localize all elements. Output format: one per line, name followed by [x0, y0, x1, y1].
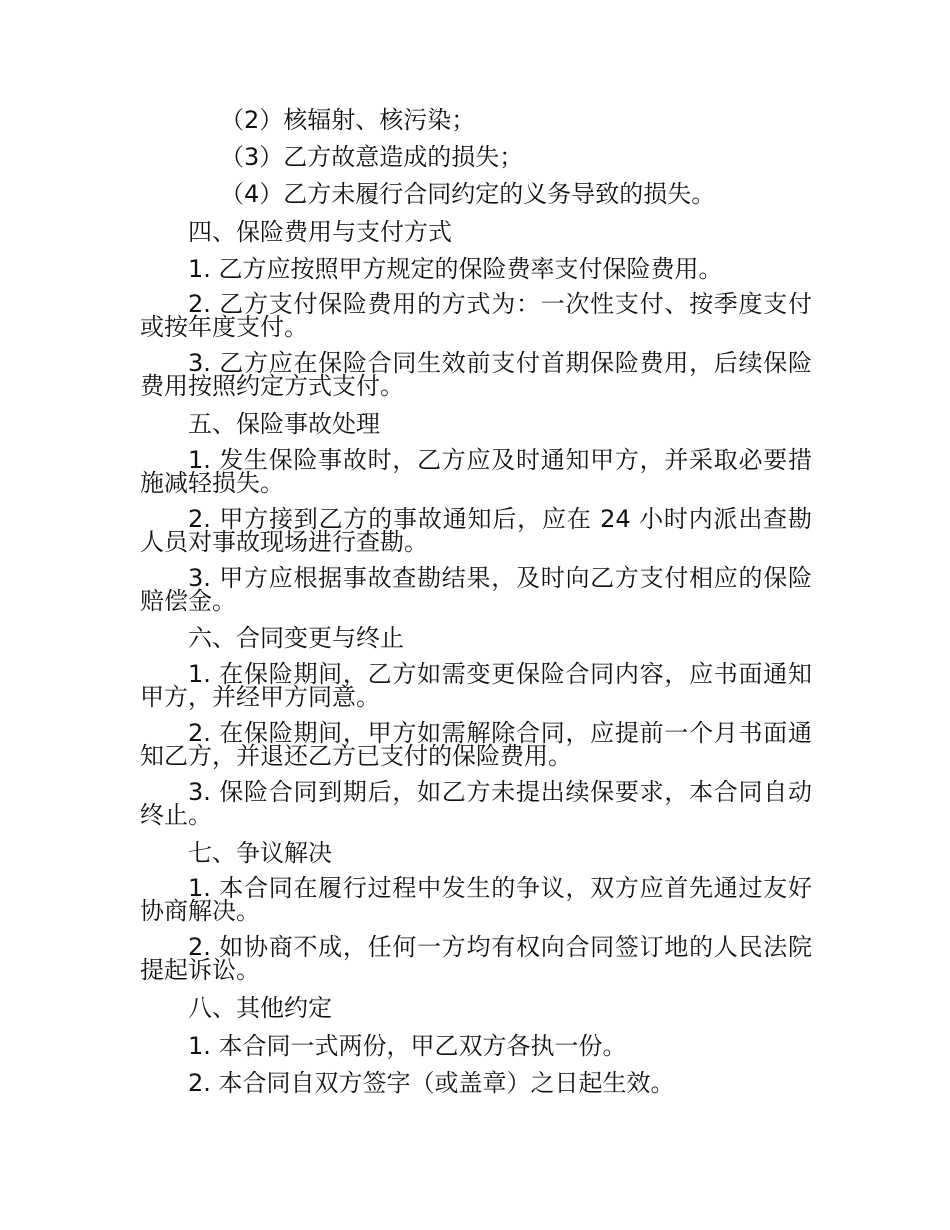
clause-7-2: 2. 如协商不成，任何一方均有权向合同签订地的人民法院提起诉讼。 — [140, 933, 812, 984]
clause-7-1: 1. 本合同在履行过程中发生的争议，双方应首先通过友好协商解决。 — [140, 874, 812, 925]
section-heading-5: 五、保险事故处理 — [188, 410, 380, 438]
clause-5-1: 1. 发生保险事故时，乙方应及时通知甲方，并采取必要措施减轻损失。 — [140, 446, 812, 497]
clause-6-3: 3. 保险合同到期后，如乙方未提出续保要求，本合同自动终止。 — [140, 778, 812, 829]
clause-5-3: 3. 甲方应根据事故查勘结果，及时向乙方支付相应的保险赔偿金。 — [140, 564, 812, 615]
clause-4-1: 1. 乙方应按照甲方规定的保险费率支付保险费用。 — [188, 255, 723, 283]
section-heading-8: 八、其他约定 — [188, 994, 332, 1022]
clause-4-3: 3. 乙方应在保险合同生效前支付首期保险费用，后续保险费用按照约定方式支付。 — [140, 349, 812, 400]
section-heading-6: 六、合同变更与终止 — [188, 624, 404, 652]
exclusion-item-2: （2）核辐射、核污染； — [220, 106, 476, 134]
clause-8-1: 1. 本合同一式两份，甲乙双方各执一份。 — [188, 1032, 627, 1060]
section-heading-7: 七、争议解决 — [188, 839, 332, 867]
clause-5-2: 2. 甲方接到乙方的事故通知后，应在 24 小时内派出查勘人员对事故现场进行查勘。 — [140, 505, 812, 556]
exclusion-item-3: （3）乙方故意造成的损失； — [220, 143, 524, 171]
clause-4-2: 2. 乙方支付保险费用的方式为：一次性支付、按季度支付或按年度支付。 — [140, 290, 812, 341]
clause-6-2: 2. 在保险期间，甲方如需解除合同，应提前一个月书面通知乙方，并退还乙方已支付的保险费用。 — [140, 719, 812, 770]
exclusion-item-4: （4）乙方未履行合同约定的义务导致的损失。 — [220, 180, 716, 208]
clause-6-1: 1. 在保险期间，乙方如需变更保险合同内容，应书面通知甲方，并经甲方同意。 — [140, 660, 812, 711]
section-heading-4: 四、保险费用与支付方式 — [188, 218, 452, 246]
clause-8-2: 2. 本合同自双方签字（或盖章）之日起生效。 — [188, 1069, 675, 1097]
